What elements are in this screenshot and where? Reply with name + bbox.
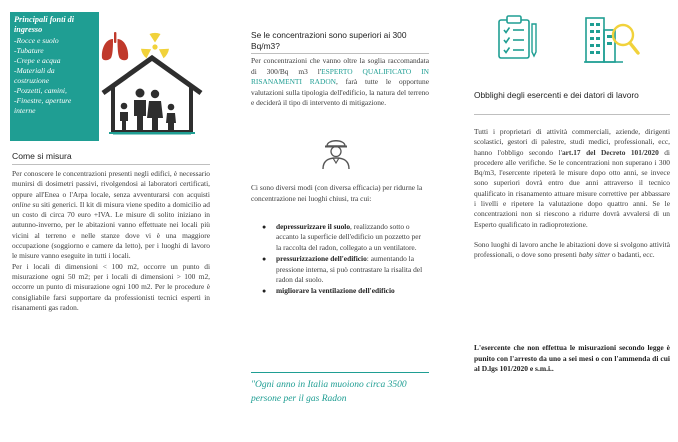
radiation-icon (140, 33, 170, 59)
measure-body (12, 169, 210, 313)
section-divider (474, 114, 670, 115)
source-item: costruzione (14, 76, 50, 85)
source-item: -Rocce e suolo (14, 36, 59, 45)
sources-title: Principali fonti di ingresso (14, 15, 75, 34)
method-name: migliorare la ventilazione dell'edificio (276, 286, 395, 296)
house-family-illustration (95, 30, 209, 142)
text-run: di procedere alle verifiche. Se le concentrazioni non superano i 300 Bq/m3, l'esercente ripeterà le misure dopo otto anni, se invece sono superiori dovrà entro due anni attraverso il tecnico qualificato in risanamento attuare misure correttive per abbassare i livelli e ripetere la valutazione dopo quattro anni. Se le concentrazioni non si riescono a ridurre dovrà avvalersi di un Esperto qualificato in radioprotezione. (474, 147, 670, 229)
source-item: -Tubature (14, 46, 44, 55)
measure-title: Come si misura (12, 151, 72, 161)
text-run: , farà tutte le opportune valutazioni sulla tipologia dell'edificio, la natura del terreno e deciderà il tipo di intervento di mitigazione. (251, 77, 429, 107)
worker-icon (317, 132, 355, 170)
measure-paragraph: Per i locali di dimensioni < 100 m2, occorre un punto di misurazione ogni 50 m2; per i locali di dimensioni > 100 m2, occorre un punto di misurazione ogni 100 m2. Per le procedure è consigliabile farsi supportare da professionisti tecnici esperti in risanamenti gas radon. (12, 261, 210, 312)
source-item: -Crepe e acqua (14, 56, 61, 65)
lungs-icon (102, 32, 128, 60)
obligations-title: Obblighi degli esercenti e dei datori di lavoro (474, 90, 639, 100)
expert-highlight: ESPERTO QUALIFICATO IN RISANAMENTI RADON (251, 66, 430, 86)
list-item (262, 254, 428, 285)
text-run: o badanti, ecc. (610, 250, 655, 260)
bullet-icon: ● (262, 255, 267, 264)
family-icon (120, 89, 176, 131)
building-magnifier-icon (583, 14, 641, 64)
bullet-icon: ● (262, 223, 267, 231)
bullet-icon: ● (262, 287, 267, 296)
source-item: interne (14, 106, 36, 115)
obligations-paragraph (474, 240, 670, 261)
decree-reference: art.17 del Decreto 101/2020 (561, 147, 659, 157)
reduction-intro: Ci sono diversi modi (con diversa efficacia) per ridurne la concentrazione nei luoghi chiusi, tra cui: (251, 183, 423, 203)
list-item (262, 286, 428, 296)
measure-paragraph (12, 169, 210, 262)
source-item: -Pozzetti, camini, (14, 86, 67, 95)
quote-divider (251, 372, 429, 373)
obligations-paragraph (474, 127, 670, 230)
pull-quote: "Ogni anno in Italia muoiono circa 3500 persone per il gas Radon (251, 380, 407, 404)
text-emphasis: baby sitter (578, 250, 611, 260)
source-item: -Finestre, aperture (14, 96, 72, 105)
method-name: depressurizzare il suolo (276, 222, 351, 231)
sources-box (10, 12, 99, 141)
concentration-title: Se le concentrazioni sono superiori ai 300 Bq/m3? (251, 30, 407, 51)
method-text: : aumentando la pressione interna, si può contrastare la risalita del radon dal suolo. (276, 254, 423, 285)
text-run: Per concentrazioni che vanno oltre la soglia raccomandata di 300/Bq m3 l' (251, 56, 429, 76)
source-item: -Materiali da (14, 66, 55, 75)
methods-list (262, 222, 428, 298)
text-run: Tutti i proprietari di attività commerciali, aziende, dirigenti scolastici, gestori di palestre, studi medici, professionali, ecc, hanno l'obbligo secondo l' (474, 127, 670, 157)
method-name: pressurizzazione dell'edificio (276, 254, 367, 264)
list-item (262, 222, 428, 253)
checklist-icon (495, 14, 539, 60)
section-divider (12, 164, 210, 165)
section-divider (251, 53, 429, 54)
text-run: Per conoscere le concentrazioni presenti negli edifici, è necessario munirsi di dosimetri passivi, rivolgendosi ai laboratori certificati, oppure all'Enea o l'Arpa locale, senza avventurarsi con acquisti (12, 169, 210, 199)
text-run: Sono luoghi di lavoro anche le abitazioni dove si svolgono attività professionali, o dove sono presenti (474, 239, 670, 260)
obligations-body (474, 127, 670, 271)
method-text: , realizzando sotto o accanto la superficie dell'edificio un pozzetto per la raccolta del radon, collegato a un ventilatore. (276, 222, 421, 252)
penalty-notice: L'esercente che non effettua le misurazioni secondo legge è punito con l'arresto da uno a sei mesi o con l'ammenda di cui al D.lgs 101/2020 e s.m.i.. (474, 343, 670, 374)
text-emphasis: online (12, 199, 31, 209)
concentration-intro (251, 56, 429, 109)
text-run: su siti generici. Il kit di misura viene spedito a domicilio ad un costo di circa 70 euro +IVA. Le misure di solito iniziano in autunno-inverno, per le abitazioni vanno effettuate nei locali più vicini al terreno e nelle stanze dove vi è una maggiore occupazione (soggiorno e camere da letto), per i luoghi di lavoro le misure vanno eseguite in tutti i locali. (12, 199, 210, 261)
